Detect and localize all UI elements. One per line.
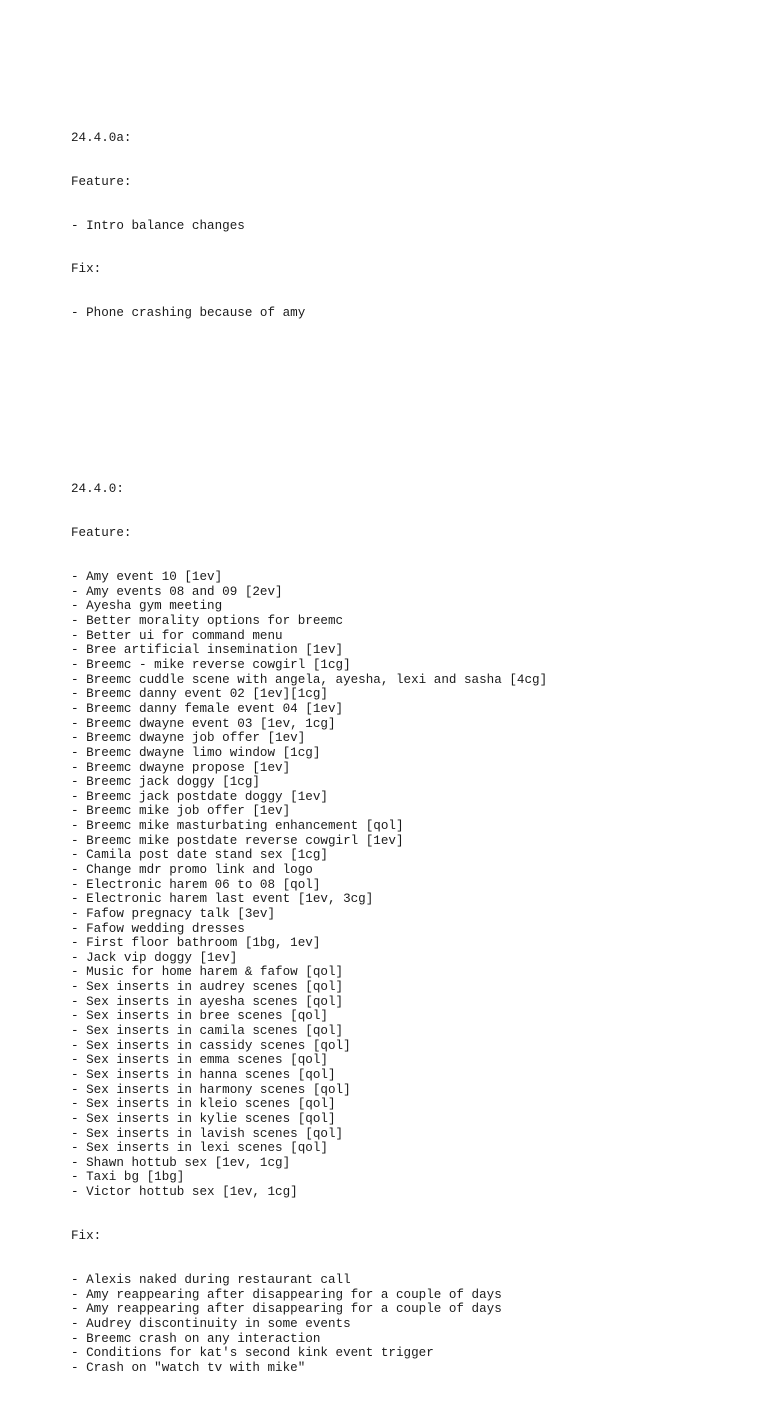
- feature-item: - Breemc mike postdate reverse cowgirl [1ev]: [71, 833, 404, 848]
- feature-item: - Breemc - mike reverse cowgirl [1cg]: [71, 658, 351, 673]
- fix-item: - Conditions for kat's second kink event trigger: [71, 1346, 434, 1361]
- feature-list: [71, 570, 751, 1200]
- feature-item: - Breemc dwayne event 03 [1ev, 1cg]: [71, 716, 336, 731]
- feature-item: - Sex inserts in lavish scenes [qol]: [71, 1126, 344, 1141]
- fix-label: Fix:: [71, 262, 102, 277]
- feature-item: - Amy events 08 and 09 [2ev]: [71, 584, 283, 599]
- fix-item: - Alexis naked during restaurant call: [71, 1273, 351, 1287]
- feature-list: [71, 219, 751, 234]
- fix-item: - Audrey discontinuity in some events: [71, 1316, 351, 1331]
- fix-list: [71, 1273, 751, 1375]
- feature-item: - Sex inserts in kleio scenes [qol]: [71, 1097, 336, 1112]
- feature-item: - Change mdr promo link and logo: [71, 863, 313, 877]
- feature-item: - Ayesha gym meeting: [71, 599, 223, 614]
- release-block: [71, 453, 751, 1405]
- fix-list: [71, 306, 751, 321]
- feature-label: Feature:: [71, 174, 132, 189]
- changelog-document: [71, 72, 751, 1419]
- feature-item: - Sex inserts in cassidy scenes [qol]: [71, 1038, 351, 1053]
- feature-item: - Breemc mike masturbating enhancement [qol]: [71, 819, 404, 834]
- feature-item: - Better morality options for breemc: [71, 614, 344, 629]
- feature-item: - Victor hottub sex [1ev, 1cg]: [71, 1185, 298, 1200]
- feature-item: - Sex inserts in hanna scenes [qol]: [71, 1067, 336, 1082]
- fix-item: - Phone crashing because of amy: [71, 306, 306, 321]
- release-block: [71, 101, 751, 350]
- feature-item: - Bree artificial insemination [1ev]: [71, 643, 344, 658]
- feature-item: - Fafow pregnacy talk [3ev]: [71, 906, 276, 921]
- feature-label: Feature:: [71, 526, 132, 541]
- feature-item: - Electronic harem last event [1ev, 3cg]: [71, 892, 374, 907]
- fix-item: - Breemc crash on any interaction: [71, 1331, 321, 1346]
- feature-item: - Breemc jack postdate doggy [1ev]: [71, 789, 328, 804]
- feature-item: - Sex inserts in lexi scenes [qol]: [71, 1141, 328, 1156]
- section-spacer: [71, 394, 751, 409]
- feature-item: - Sex inserts in bree scenes [qol]: [71, 1009, 328, 1024]
- feature-item: - Breemc cuddle scene with angela, ayesha, lexi and sasha [4cg]: [71, 672, 548, 687]
- feature-item: - Sex inserts in ayesha scenes [qol]: [71, 994, 344, 1009]
- feature-item: - Breemc dwayne job offer [1ev]: [71, 731, 306, 746]
- feature-item: - Intro balance changes: [71, 218, 245, 233]
- feature-item: - Sex inserts in harmony scenes [qol]: [71, 1082, 351, 1097]
- fix-item: - Crash on "watch tv with mike": [71, 1360, 306, 1375]
- feature-item: - Breemc jack doggy [1cg]: [71, 775, 260, 790]
- feature-item: - Better ui for command menu: [71, 628, 283, 643]
- feature-item: - Breemc mike job offer [1ev]: [71, 804, 291, 819]
- feature-item: - Sex inserts in camila scenes [qol]: [71, 1024, 344, 1039]
- feature-item: - Breemc dwayne propose [1ev]: [71, 760, 291, 775]
- feature-item: - Music for home harem & fafow [qol]: [71, 965, 344, 980]
- feature-item: - Amy event 10 [1ev]: [71, 570, 223, 585]
- feature-item: - Sex inserts in emma scenes [qol]: [71, 1053, 328, 1068]
- feature-item: - Breemc danny female event 04 [1ev]: [71, 701, 344, 716]
- version-heading: 24.4.0a:: [71, 130, 132, 145]
- feature-item: - Shawn hottub sex [1ev, 1cg]: [71, 1155, 291, 1170]
- fix-item: - Amy reappearing after disappearing for a couple of days: [71, 1302, 502, 1317]
- fix-label: Fix:: [71, 1229, 102, 1244]
- feature-item: - Sex inserts in audrey scenes [qol]: [71, 980, 344, 995]
- fix-item: - Amy reappearing after disappearing for a couple of days: [71, 1287, 502, 1302]
- feature-item: - Jack vip doggy [1ev]: [71, 950, 238, 965]
- feature-item: - Breemc danny event 02 [1ev][1cg]: [71, 687, 328, 702]
- feature-item: - Breemc dwayne limo window [1cg]: [71, 745, 321, 760]
- feature-item: - First floor bathroom [1bg, 1ev]: [71, 936, 321, 951]
- feature-item: - Sex inserts in kylie scenes [qol]: [71, 1111, 336, 1126]
- feature-item: - Fafow wedding dresses: [71, 921, 245, 936]
- feature-item: - Camila post date stand sex [1cg]: [71, 848, 328, 863]
- feature-item: - Taxi bg [1bg]: [71, 1170, 185, 1185]
- version-heading: 24.4.0:: [71, 482, 124, 497]
- feature-item: - Electronic harem 06 to 08 [qol]: [71, 877, 321, 892]
